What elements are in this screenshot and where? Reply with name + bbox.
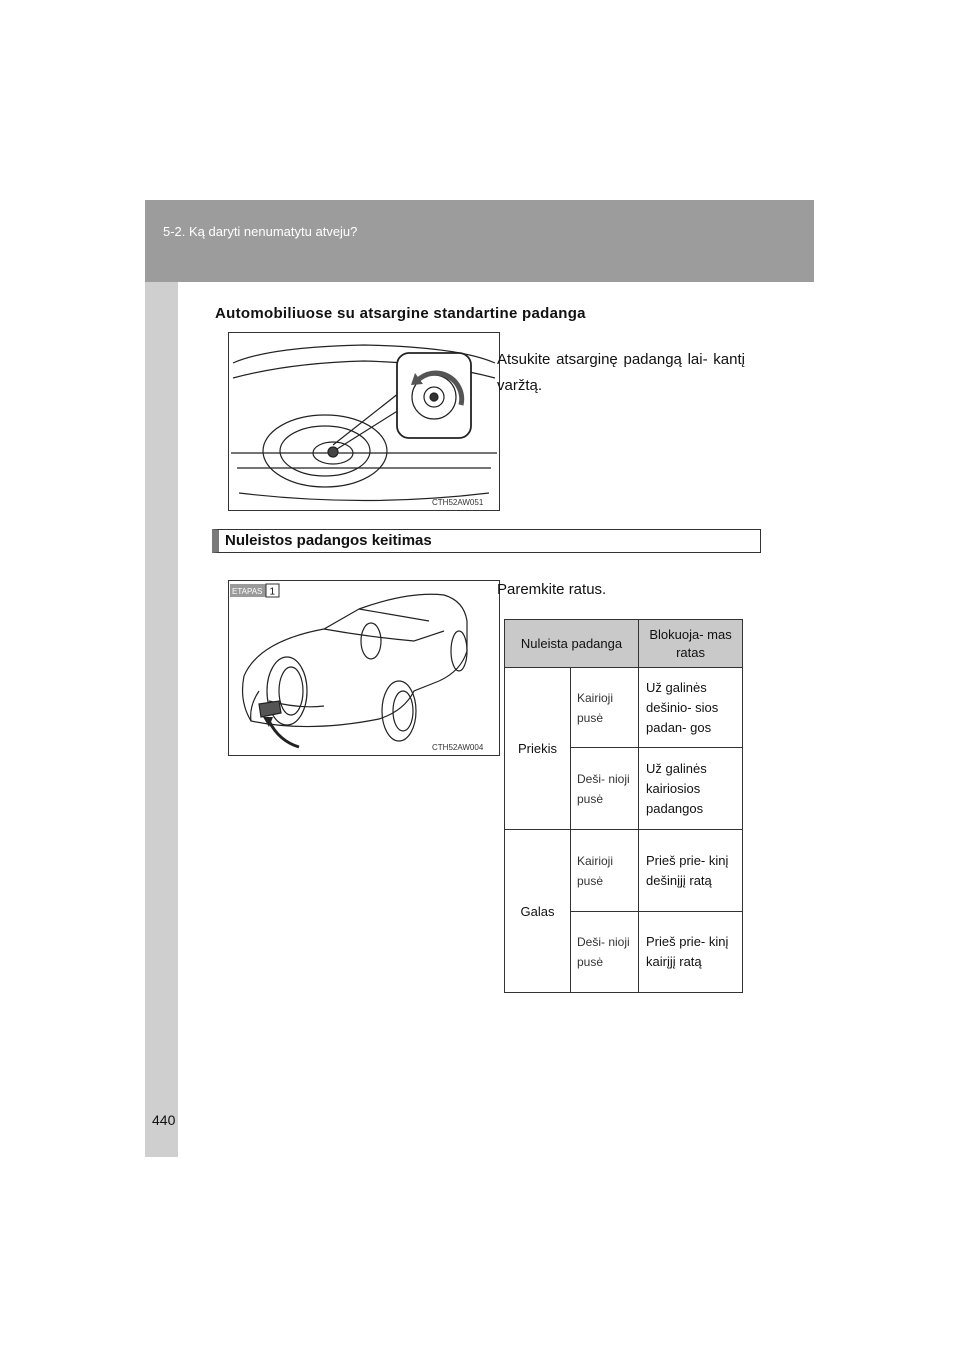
- side-cell: Kairioji pusė: [571, 830, 639, 912]
- axle-rear: Galas: [505, 830, 571, 993]
- chapter-header: 5-2. Ką daryti nenumatytu atveju?: [163, 224, 358, 239]
- spare-figure-code: CTH52AW051: [432, 498, 484, 507]
- side-cell: Deši- nioji pusė: [571, 748, 639, 830]
- side-cell: Deši- nioji pusė: [571, 912, 639, 993]
- step-figure-code: CTH52AW004: [432, 743, 484, 752]
- chock-table: [504, 619, 743, 993]
- step-instruction: Paremkite ratus.: [497, 581, 607, 598]
- spare-tire-figure: [228, 332, 500, 511]
- section-title: Nuleistos padangos keitimas: [212, 529, 761, 553]
- spare-subtitle: Automobiliuose su atsargine standartine padanga: [215, 305, 586, 322]
- side-cell: Kairioji pusė: [571, 668, 639, 748]
- blocked-cell: Prieš prie- kinį dešinįjį ratą: [639, 830, 743, 912]
- spare-instruction: Atsukite atsarginę padangą lai- kantį varžtą.: [497, 351, 745, 394]
- header-blocked-wheel: Blokuoja- mas ratas: [639, 620, 743, 668]
- step-badge-label: ETAPAS: [232, 587, 263, 596]
- header-flat-tire: Nuleista padanga: [505, 620, 639, 668]
- blocked-cell: Už galinės kairiosios padangos: [639, 748, 743, 830]
- axle-front: Priekis: [505, 668, 571, 830]
- header-band: [145, 200, 814, 282]
- side-strip: [145, 200, 178, 1157]
- car-chock-figure: [228, 580, 500, 756]
- blocked-cell: Už galinės dešinio- sios padan- gos: [639, 668, 743, 748]
- page-number: 440: [152, 1112, 176, 1128]
- step-badge-number: 1: [269, 586, 276, 598]
- blocked-cell: Prieš prie- kinį kairįjį ratą: [639, 912, 743, 993]
